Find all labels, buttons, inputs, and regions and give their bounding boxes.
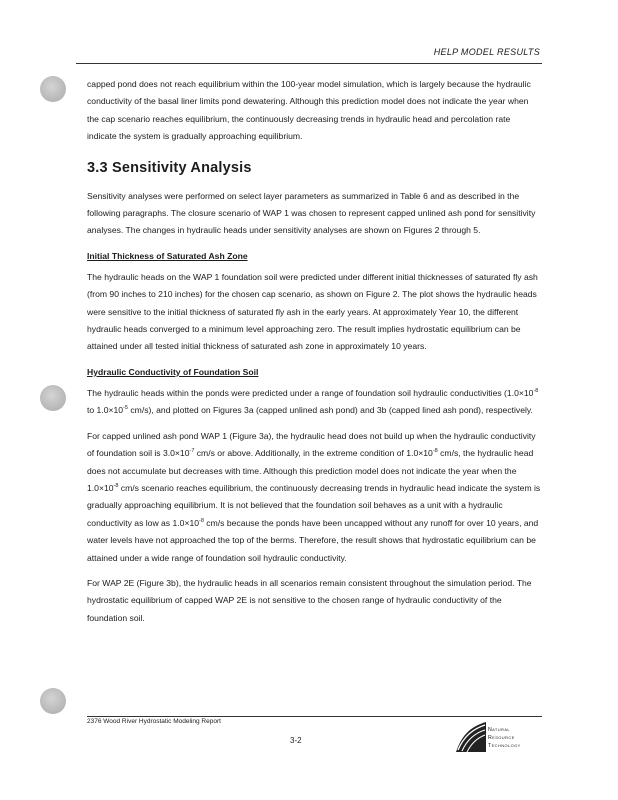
subheading-initial-thickness: Initial Thickness of Saturated Ash Zone (87, 250, 248, 261)
conductivity-paragraph-2: For capped unlined ash pond WAP 1 (Figure 3a), the hydraulic head does not build up when the hydraulic conductivity of foundation soil is $3.0\times 10^{-7}$ cm/s or above. Additionally, in the extreme condition of $1.0\times 10^{-8}$ cm/s, the hydraulic head does not accumulate but decreases with time. Although this prediction model does not indicate the year when the $1.0\times 10^{-8}$ cm/s scenario reaches equilibrium, the continuously decreasing trends in hydraulic head indicate the system is gradually approaching equilibrium. It is not believed that the foundation soil behaves as a unit with a hydraulic conductivity as low as $1.0\times 10^{-8}$ cm/s because the ponds have been uncapped without any runoff for over 10 years, and water levels have not approached the top of the berms. Therefore, the result shows that hydrostatic equilibrium can be attained under a wide range of foundation soil hydraulic conductivity. (87, 430, 541, 563)
logo-swoosh-icon (454, 720, 488, 754)
intro-paragraph: capped pond does not reach equilibrium within the 100-year model simulation, which is largely because the hydraulic conductivity of the basal liner limits pond dewatering. Although this prediction model does not indicate the year when the cap scenario reaches equilibrium, the continuously decreasing trends in hydraulic head and percolation rate indicate the system is gradually approaching equilibrium. (87, 79, 531, 142)
page-number: 3-2 (290, 736, 302, 745)
page-body (87, 76, 542, 627)
logo-wordmark: Natural Resource Technology (488, 727, 521, 749)
header-rule (76, 63, 542, 64)
footer-report-title: 2376 Wood River Hydrostatic Modeling Report (87, 718, 221, 725)
initial-thickness-paragraph: The hydraulic heads on the WAP 1 foundation soil were predicted under different initial thicknesses of saturated fly ash (from 90 inches to 210 inches) for the chosen cap scenario, as shown on Figure 2. The plot shows the hydraulic heads were sensitive to the initial thickness of saturated fly ash in the early years. At approximately Year 10, the different hydraulic heads converged to a minimum level approaching zero. The result implies hydrostatic equilibrium can be attained under all tested initial thickness of saturated ash zone in approximately 10 years. (87, 271, 538, 352)
company-logo (454, 720, 544, 760)
section-heading: 3.3 Sensitivity Analysis (87, 159, 252, 176)
binder-hole (40, 385, 66, 411)
footer-rule (87, 716, 542, 717)
subheading-hydraulic-conductivity: Hydraulic Conductivity of Foundation Soil (87, 366, 259, 377)
conductivity-paragraph-3: For WAP 2E (Figure 3b), the hydraulic heads in all scenarios remain consistent throughout the simulation period. The hydrostatic equilibrium of capped WAP 2E is not sensitive to the chosen range of hydraulic conductivity of the foundation soil. (87, 577, 532, 623)
running-header: HELP MODEL RESULTS (433, 47, 540, 57)
binder-hole (40, 76, 66, 102)
conductivity-paragraph-1: The hydraulic heads within the ponds were predicted under a range of foundation soil hydraulic conductivities ($1.0\times 10^{-8}$ to $1.0\times 10^{-5}$ cm/s), and plotted on Figures 3a (capped unlined ash pond) and 3b (capped lined ash pond), respectively. (87, 387, 539, 416)
section-paragraph: Sensitivity analyses were performed on select layer parameters as summarized in Table 6 and as described in the following paragraphs. The closure scenario of WAP 1 was chosen to represent capped unlined ash pond for sensitivity analyses. The changes in hydraulic heads under sensitivity analyses are shown on Figures 2 through 5. (87, 190, 536, 236)
binder-hole (40, 688, 66, 714)
